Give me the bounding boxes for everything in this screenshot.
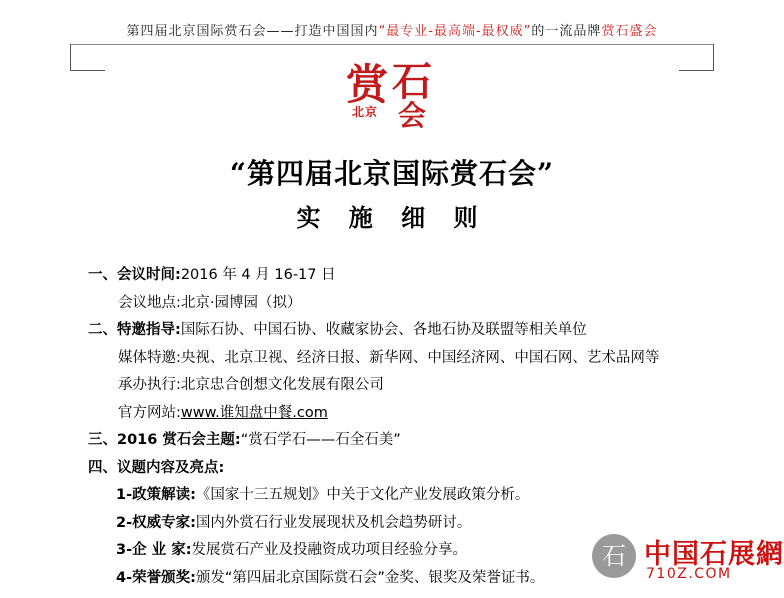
body-line [88,323,708,338]
section-text: “赏石学石——石全石美” [240,432,401,448]
section-label: 四、议题内容及亮点: [88,459,225,476]
section-text: 媒体特邀:央视、北京卫视、经济日报、新华网、中国经济网、中国石网、艺术品网等 [118,349,660,366]
body-line [88,461,708,476]
seal-char-3: 会 [398,99,427,132]
logo-area [0,58,784,141]
page-title: “第四届北京国际赏石会” [229,157,555,190]
section-text: 承办执行:北京忠合创想文化发展有限公司 [118,377,384,393]
watermark-url: 710Z.COM [646,566,732,582]
official-website-link[interactable]: www.谁知盘中餐.com [180,404,328,421]
seal-char-1: 赏 [346,60,389,109]
body-line [88,378,708,393]
section-text: 发展赏石产业及投融资成功项目经验分享。 [191,542,468,558]
seal-char-2: 石 [392,58,432,105]
section-label: 4-荣誉颁奖: [116,569,196,586]
section-text: 国内外赏石行业发展现状及机会趋势研讨。 [195,514,472,531]
section-text: 2016 年 4 月 16-17 日 [180,267,336,283]
section-text: 颁发“第四届北京国际赏石会”金奖、银奖及荣誉证书。 [195,569,545,586]
watermark-title: 中国石展網 [644,539,784,570]
section-text: 会议地点:北京·园博园（拟） [118,294,302,311]
banner-divider [70,44,714,45]
section-text: 国际石协、中国石协、收藏家协会、各地石协及联盟等相关单位 [180,322,587,338]
section-label: 1-政策解读: [116,487,196,503]
watermark-logo-icon: 石 [592,534,636,578]
body-line [88,433,708,448]
watermark [592,530,784,586]
section-label: 三、2016 赏石会主题: [88,432,241,448]
banner-text-part1: 第四届北京国际赏石会——打造中国国内 [126,24,379,39]
body-line [88,296,708,311]
seal-logo-icon [346,58,438,136]
seal-char-4: 北京 [352,105,379,119]
body-line [88,406,708,421]
section-label: 二、特邀指导: [88,322,181,338]
banner-text-highlight2: 赏石盛会 [601,24,658,39]
body-line [88,351,708,366]
section-label: 2-权威专家: [116,514,196,531]
page-subtitle: 实 施 细 则 [296,203,488,232]
banner-text-part2: 的一流品牌 [531,24,602,39]
section-text: 《国家十三五规划》中关于文化产业发展政策分析。 [195,487,530,503]
body-line [88,488,708,503]
section-label: 3-企 业 家: [116,542,192,558]
body-line [88,516,708,531]
banner-text-highlight1: “最专业-最高端-最权威” [378,24,532,39]
header-banner [0,20,784,39]
section-text: 官方网站: [118,404,181,421]
section-label: 一、会议时间: [88,267,181,283]
body-line [88,268,708,283]
